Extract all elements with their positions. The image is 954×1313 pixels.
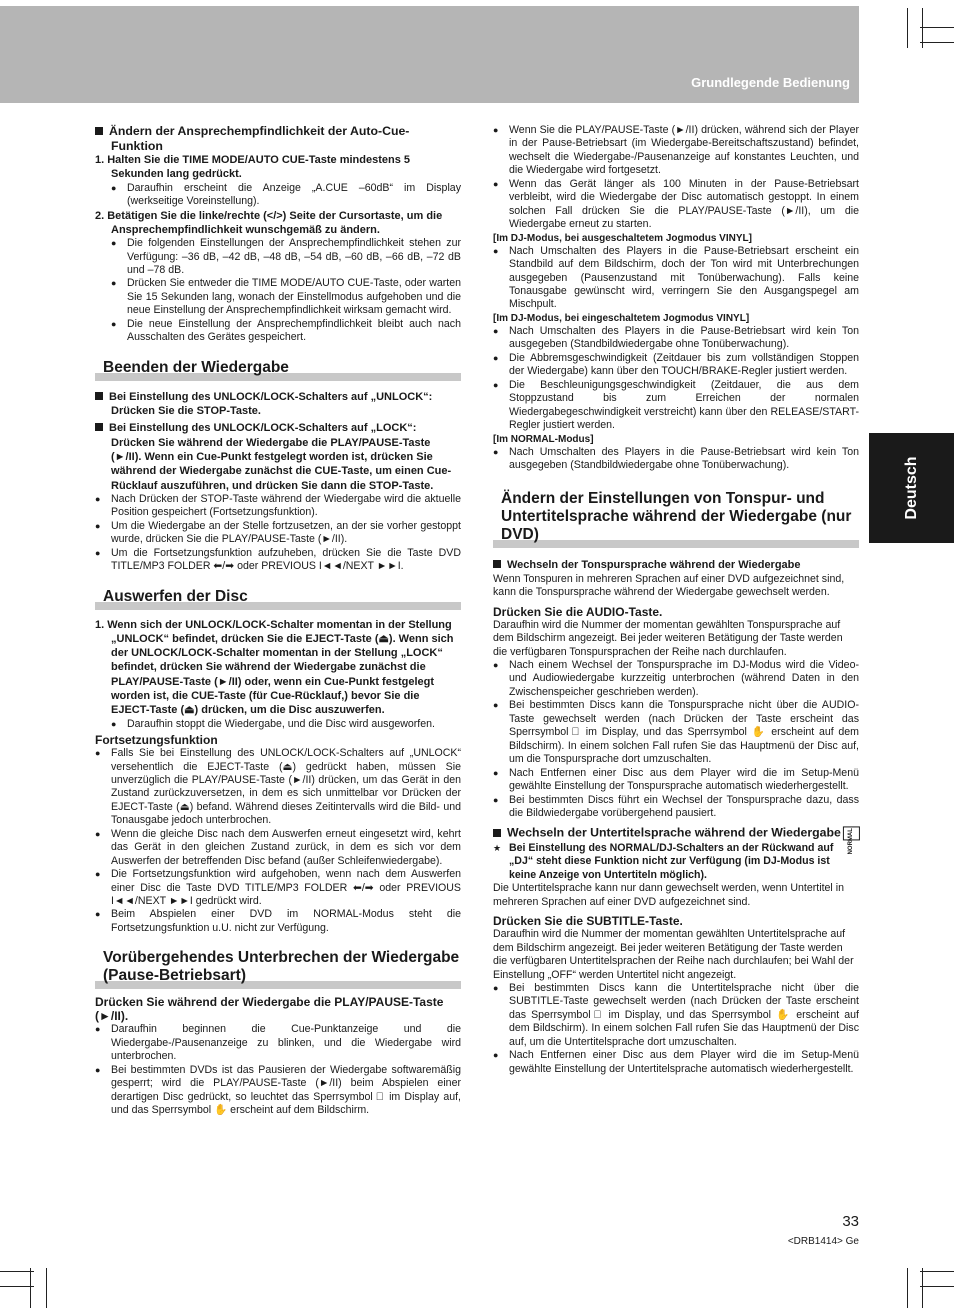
crop-mark — [920, 27, 954, 28]
crop-mark — [920, 1271, 954, 1272]
crop-mark — [30, 1268, 31, 1308]
heading-subtitle: Wechseln der Untertitelsprache während der Wiedergabe NORMAL — [493, 825, 859, 842]
bullet: ● Nach Entfernen einer Disc aus dem Player wird die im Setup-Menü gewählte Einstellung der Tonspursprache automatisch wiederhergestellt. — [493, 767, 859, 794]
bullet: ● Die Abbremsgeschwindigkeit (Zeitdauer bis zum vollständigen Stoppen der Wiedergabe) kann über den TOUCH/BRAKE-Regler justiert werden. — [493, 352, 859, 379]
step-1: 1. Halten Sie die TIME MODE/AUTO CUE-Taste mindestens 5 Sekunden lang gedrückt. — [95, 154, 410, 181]
crop-mark — [46, 1268, 47, 1308]
subtitle-note: ★ Bei Einstellung des NORMAL/DJ-Schalters an der Rückwand auf „DJ“ steht diese Funktion nicht zur Verfügung (im DJ-Modus ist keine Anzeige von Untertiteln möglich). — [493, 842, 859, 882]
bullet: ● Bei bestimmten DVDs ist das Pausieren der Wiedergabe softwaremäßig gesperrt; wird die PLAY/PAUSE-Taste (►/II) beim Abspielen einer derartigen Disc gedrückt, so leuchtet das Sperrsymbol ⃠ im Display auf, und das Sperrsymbol ✋ erscheint auf dem Bildschirm. — [95, 1064, 461, 1118]
subtitle-instruction: Drücken Sie die SUBTITLE-Taste. — [493, 914, 683, 929]
crop-mark — [922, 1268, 923, 1308]
step-2: 2. Betätigen Sie die linke/rechte (</>) Seite der Cursortaste, um die Ansprechempfindlichkeit wunschgemäß zu ändern. — [95, 209, 443, 236]
mode-heading: [Im NORMAL-Modus] — [493, 433, 594, 445]
bullet: ● Daraufhin erscheint die Anzeige „A.CUE –60dB“ im Display (werkseitige Voreinstellung). — [95, 182, 461, 209]
bullet: ● Beim Abspielen einer DVD im NORMAL-Modus steht die Fortsetzungsfunktion u.U. nicht zur Verfügung. — [95, 908, 461, 935]
pause-instruction: Drücken Sie während der Wiedergabe die PLAY/PAUSE-Taste (►/II). — [95, 995, 444, 1024]
page-number: 33 — [842, 1213, 859, 1230]
bullet: ● Um die Wiedergabe an der Stelle fortzusetzen, an der sie vorher gestoppt wurde, drücken Sie die PLAY/PAUSE-Taste (►/II). — [95, 520, 461, 547]
bullet: ● Drücken Sie entweder die TIME MODE/AUTO CUE-Taste, oder warten Sie 15 Sekunden lang, wonach der Einstellmodus aufgehoben und die neue Einstellung der Ansprechempfindlichkeit wirksam gemacht wird. — [95, 277, 461, 317]
bullet: ● Um die Fortsetzungsfunktion aufzuheben, drücken Sie die Taste DVD TITLE/MP3 FOLDER ⬅/➡ oder PREVIOUS I◄◄/NEXT ►►I. — [95, 547, 461, 574]
document-code: <DRB1414> Ge — [787, 1236, 859, 1247]
bullet: ● Daraufhin beginnen die Cue-Punktanzeige und die Wiedergabe-/Pausenanzeige zu blinken, und die Wiedergabe wird unterbrochen. — [95, 1023, 461, 1063]
crop-mark — [920, 1286, 954, 1287]
bullet: ● Wenn Sie die PLAY/PAUSE-Taste (►/II) drücken, während sich der Player in der Pause-Betriebsart (im Wiedergabe-Bereitschaftszustand) befindet, wechselt die Wiedergabe-/Pausenanzeige auf konstantes Leuchten, und die Wiedergabe wird fortgesetzt. — [493, 124, 859, 178]
crop-mark — [0, 1271, 34, 1272]
bullet: ● Bei bestimmten Discs kann die Untertitelsprache nicht über die SUBTITLE-Taste gewechselt werden (nach Drücken der Taste erscheint das Sperrsymbol ⃠ im Display, und das Sperrsymbol ✋ erscheint auf dem Bildschirm). In einem solchen Fall rufen Sie das Hauptmenü der Disc auf, um die Untertitelsprache dort umzuschalten. — [493, 982, 859, 1049]
section-heading-stop: Beenden der Wiedergabe — [95, 359, 461, 377]
bullet: ● Nach Entfernen einer Disc aus dem Player wird die im Setup-Menü gewählte Einstellung der Untertitelsprache automatisch wiederhergestellt. — [493, 1049, 859, 1076]
mode-heading: [Im DJ-Modus, bei eingeschaltetem Jogmodus VINYL] — [493, 312, 750, 324]
audio-intro: Wenn Tonspuren in mehreren Sprachen auf einer DVD aufgezeichnet sind, kann die Tonspursprache während der Wiedergabe gewechselt werden. — [493, 572, 845, 599]
bullet: ● Die Beschleunigungsgeschwindigkeit (Zeitdauer, die aus dem Stoppzustand bis zum Erreichen der normalen Wiedergabegeschwindigkeit verstreicht) kann über den RELEASE/START-Regler justiert werden. — [493, 379, 859, 433]
eject-step-1: 1. Wenn sich der UNLOCK/LOCK-Schalter momentan in der Stellung „UNLOCK“ befindet, drücken Sie die EJECT-Taste (⏏). Wenn sich der UNLOCK/LOCK-Schalter momentan in der Stellung „LOCK“ befindet, drücken Sie während der Wiedergabe zunächst die PLAY/PAUSE-Taste (►/II) oder, wenn ein Cue-Punkt festgelegt worden ist, die CUE-Taste (für Cue-Rücklauf,) bevor Sie die EJECT-Taste (⏏) drücken, um die Disc auszuwerfen. — [95, 618, 454, 717]
bullet: ● Nach Umschalten des Players in die Pause-Betriebsart wird kein Ton ausgegeben (Standbildwiedergabe ohne Tonüberwachung). — [493, 325, 859, 352]
bullet: ● Die folgenden Einstellungen der Ansprechempfindlichkeit stehen zur Verfügung: –36 dB, –42 dB, –48 dB, –54 dB, –60 dB, –66 dB, –72 dB und –78 dB. — [95, 237, 461, 277]
bullet: ● Die neue Einstellung der Ansprechempfindlichkeit bleibt auch nach Ausschalten des Gerätes gespeichert. — [95, 318, 461, 345]
bullet: ● Falls Sie bei Einstellung des UNLOCK/LOCK-Schalters auf „UNLOCK“ versehentlich die EJECT-Taste (⏏) gedrückt haben, müssen Sie unverzüglich die PLAY/PAUSE-Taste (►/II) drücken, um das Gerät in den Zustand zurückzuversetzen, in dem es sich unmittelbar vor Drücken der EJECT-Taste (⏏) befand. Während dieses Zeitintervalls wird die Bild- und Tonausgabe jedoch unterbrochen. — [95, 747, 461, 828]
crop-mark — [0, 1286, 34, 1287]
left-column — [95, 124, 461, 1118]
bullet: ● Die Fortsetzungsfunktion wird aufgehoben, wenn nach dem Auswerfen einer Disc die Taste DVD TITLE/MP3 FOLDER ⬅/➡ oder PREVIOUS I◄◄/NEXT ►►I gedrückt wird. — [95, 868, 461, 908]
subtitle-intro: Die Untertitelsprache kann nur dann gewechselt werden, wenn Untertitel in mehreren Sprachen auf einer DVD aufgezeichnet sind. — [493, 882, 844, 908]
bullet: ● Nach Drücken der STOP-Taste während der Wiedergabe wird die aktuelle Position gespeichert (Fortsetzungsfunktion). — [95, 493, 461, 520]
bullet: ● Bei bestimmten Discs führt ein Wechsel der Tonspursprache dazu, dass die Bildwiedergabe vorübergehend pausiert. — [493, 794, 859, 821]
mode-heading: [Im DJ-Modus, bei ausgeschaltetem Jogmodus VINYL] — [493, 232, 752, 244]
crop-mark — [907, 1268, 908, 1308]
section-heading-eject: Auswerfen der Disc — [95, 588, 461, 606]
section-heading-language: Ändern der Einstellungen von Tonspur- und Untertitelsprache während der Wiedergabe (nur DVD) — [493, 490, 859, 544]
subtitle-description: Daraufhin wird die Nummer der momentan gewählten Untertitelsprache auf dem Bildschirm angezeigt. Bei jeder weiteren Betätigung der Taste werden die verfügbaren Untertitelsprachen der Reihe nach durchlaufen; bei Wahl der Einstellung „OFF“ werden Untertitel nicht angezeigt. — [493, 928, 854, 981]
crop-mark — [920, 42, 954, 43]
language-tab — [869, 433, 954, 543]
bullet: ● Nach einem Wechsel der Tonspursprache im DJ-Modus wird die Video- und Audiowiedergabe kurzzeitig unterbrochen (während Daten in den Zwischenspeicher geschrieben werden). — [493, 659, 859, 699]
bullet: ● Daraufhin stoppt die Wiedergabe, und die Disc wird ausgeworfen. — [95, 718, 461, 731]
audio-description: Daraufhin wird die Nummer der momentan gewählten Tonspursprache auf dem Bildschirm angezeigt. Bei jeder weiteren Betätigung der Taste werden die verfügbaren Tonspursprachen der Reihe nach durchlaufen. — [493, 618, 843, 658]
bullet: ● Wenn die gleiche Disc nach dem Auswerfen erneut eingesetzt wird, kehrt das Gerät in den gleichen Zustand zurück, in dem es sich vor dem Auswerfen der betreffenden Disc befand (außer Schleifenwiedergabe). — [95, 828, 461, 868]
right-column — [493, 124, 859, 1076]
bullet: ● Nach Umschalten des Players in die Pause-Betriebsart wird kein Ton ausgegeben (Standbildwiedergabe ohne Tonüberwachung). — [493, 446, 859, 473]
stop-unlock: Bei Einstellung des UNLOCK/LOCK-Schalters auf „UNLOCK“: Drücken Sie die STOP-Taste. — [95, 390, 461, 419]
language-tab-label: Deutsch — [902, 456, 920, 520]
audio-instruction: Drücken Sie die AUDIO-Taste. — [493, 604, 663, 619]
section-title: Grundlegende Bedienung — [691, 75, 850, 90]
stop-lock: Bei Einstellung des UNLOCK/LOCK-Schalters auf „LOCK“: Drücken Sie während der Wiedergabe die PLAY/PAUSE-Taste (►/II). Wenn ein Cue-Punkt festgelegt worden ist, drücken Sie während der Wiedergabe zunächst die CUE-Taste, um einen Cue-Rücklauf auszuführen, und drücken Sie dann die STOP-Taste. — [95, 421, 461, 492]
bullet: ● Nach Umschalten des Players in die Pause-Betriebsart erscheint ein Standbild auf dem Bildschirm, doch der Ton wird mit Unterbrechungen ausgegeben (Pausenzustand mit Tonüberwachung). Falls keine Tonausgabe gewünscht wird, verringern Sie den Ausgangspegel am Mischpult. — [493, 245, 859, 312]
bullet: ● Wenn das Gerät länger als 100 Minuten in der Pause-Betriebsart verbleibt, wird die Wiedergabe der Disc automatisch gestoppt. In einem solchen Fall drücken Sie die PLAY/PAUSE-Taste (►/II), um die Wiedergabe erneut zu starten. — [493, 178, 859, 232]
normal-mode-badge: NORMAL — [843, 827, 860, 841]
crop-mark — [907, 8, 908, 48]
section-heading-pause: Vorübergehendes Unterbrechen der Wiedergabe (Pause-Betriebsart) — [95, 949, 461, 985]
bullet: ● Bei bestimmten Discs kann die Tonspursprache nicht über die AUDIO-Taste gewechselt werden (nach Drücken der Taste erscheint das Sperrsymbol ⃠ im Display, und das Sperrsymbol ✋ erscheint auf dem Bildschirm). In einem solchen Fall rufen Sie das Hauptmenü der Disc auf, um die Tonspursprache dort umzuschalten. — [493, 699, 859, 766]
heading-auto-cue: Ändern der Ansprechempfindlichkeit der Auto-Cue-Funktion — [95, 124, 461, 153]
heading-audio: Wechseln der Tonspursprache während der Wiedergabe — [493, 558, 859, 572]
subheading-resume: Fortsetzungsfunktion — [95, 733, 218, 748]
